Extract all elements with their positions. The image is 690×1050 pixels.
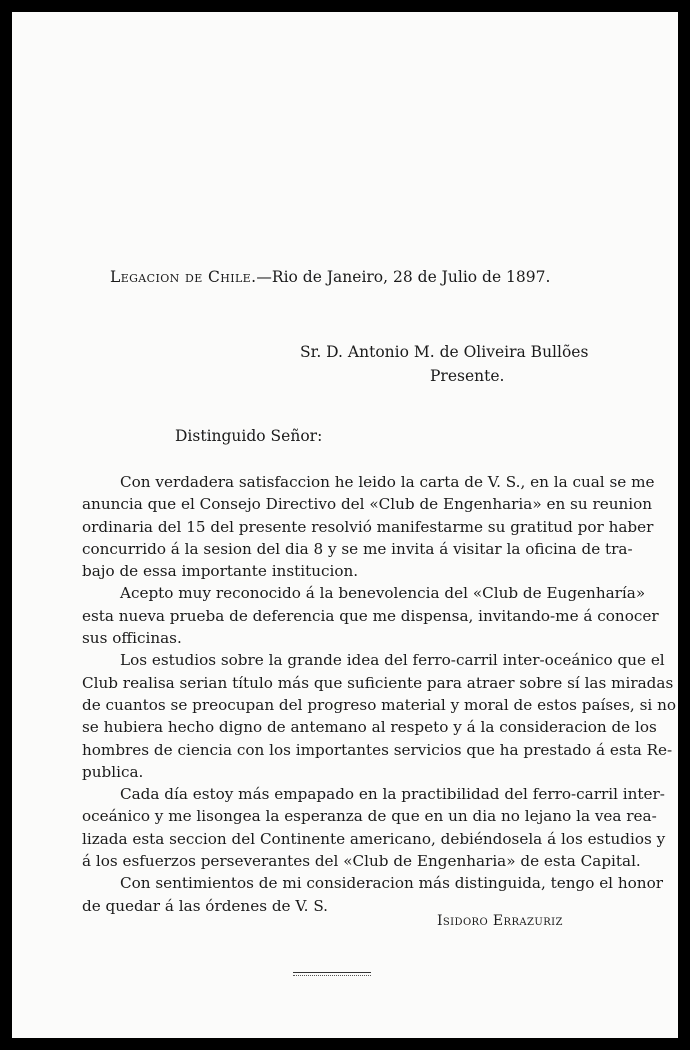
text-line: anuncia que el Consejo Directivo del «Club de Engenharia» en su reunion bbox=[82, 495, 653, 514]
salutation: Distinguido Señor: bbox=[175, 427, 323, 445]
letter-page bbox=[12, 12, 678, 1038]
paragraph bbox=[82, 649, 676, 783]
text-line: oceánico y me lisongea la esperanza de que en un dia no lejano la vea rea- bbox=[82, 807, 657, 826]
text-line: de quedar á las órdenes de V. S. bbox=[82, 896, 329, 915]
text-line: á los esfuerzos perseverantes del «Club de Engenharia» de esta Capital. bbox=[82, 852, 641, 871]
text-line: publica. bbox=[82, 762, 144, 781]
text-line: Cada día estoy más empapado en la practibilidad del ferro-carril inter- bbox=[120, 785, 665, 804]
text-line: Acepto muy reconocido á la benevolencia del «Club de Eugenharía» bbox=[120, 584, 646, 603]
text-line: sus officinas. bbox=[82, 629, 182, 648]
addressee-presente: Presente. bbox=[430, 367, 505, 385]
sender-legation: Legacion de Chile. bbox=[110, 268, 257, 286]
addressee: Sr. D. Antonio M. de Oliveira Bullões bbox=[300, 343, 589, 361]
paragraph bbox=[82, 872, 663, 917]
text-line: bajo de essa importante institucion. bbox=[82, 562, 359, 581]
text-line: se hubiera hecho digno de antemano al respeto y á la consideracion de los bbox=[82, 718, 657, 737]
text-line: hombres de ciencia con los importantes servicios que ha prestado á esta Re- bbox=[82, 740, 673, 759]
text-line: ordinaria del 15 del presente resolvió manifestarme su gratitud por haber bbox=[82, 517, 654, 536]
paragraph bbox=[82, 783, 666, 872]
signature: Isidoro Errazuriz bbox=[437, 913, 563, 929]
paragraph bbox=[82, 582, 659, 649]
closing-rule bbox=[293, 972, 371, 975]
text-line: concurrido á la sesion del dia 8 y se me invita á visitar la oficina de tra- bbox=[82, 539, 633, 558]
text-line: Con verdadera satisfaccion he leido la carta de V. S., en la cual se me bbox=[120, 473, 655, 491]
text-line: lizada esta seccion del Continente americano, debiéndosela á los estudios y bbox=[82, 829, 666, 848]
text-line: Club realisa serian título más que suficiente para atraer sobre sí las miradas bbox=[82, 673, 674, 692]
letter-heading bbox=[110, 268, 550, 286]
place-date: —Rio de Janeiro, 28 de Julio de 1897. bbox=[256, 268, 551, 286]
text-line: Los estudios sobre la grande idea del ferro-carril inter-oceánico que el bbox=[120, 651, 665, 670]
paragraph bbox=[82, 471, 655, 582]
text-line: de cuantos se preocupan del progreso material y moral de estos países, si no bbox=[82, 695, 676, 714]
text-line: Con sentimientos de mi consideracion más distinguida, tengo el honor bbox=[120, 874, 663, 893]
letter-body bbox=[82, 471, 676, 917]
text-line: esta nueva prueba de deferencia que me dispensa, invitando-me á conocer bbox=[82, 606, 659, 625]
